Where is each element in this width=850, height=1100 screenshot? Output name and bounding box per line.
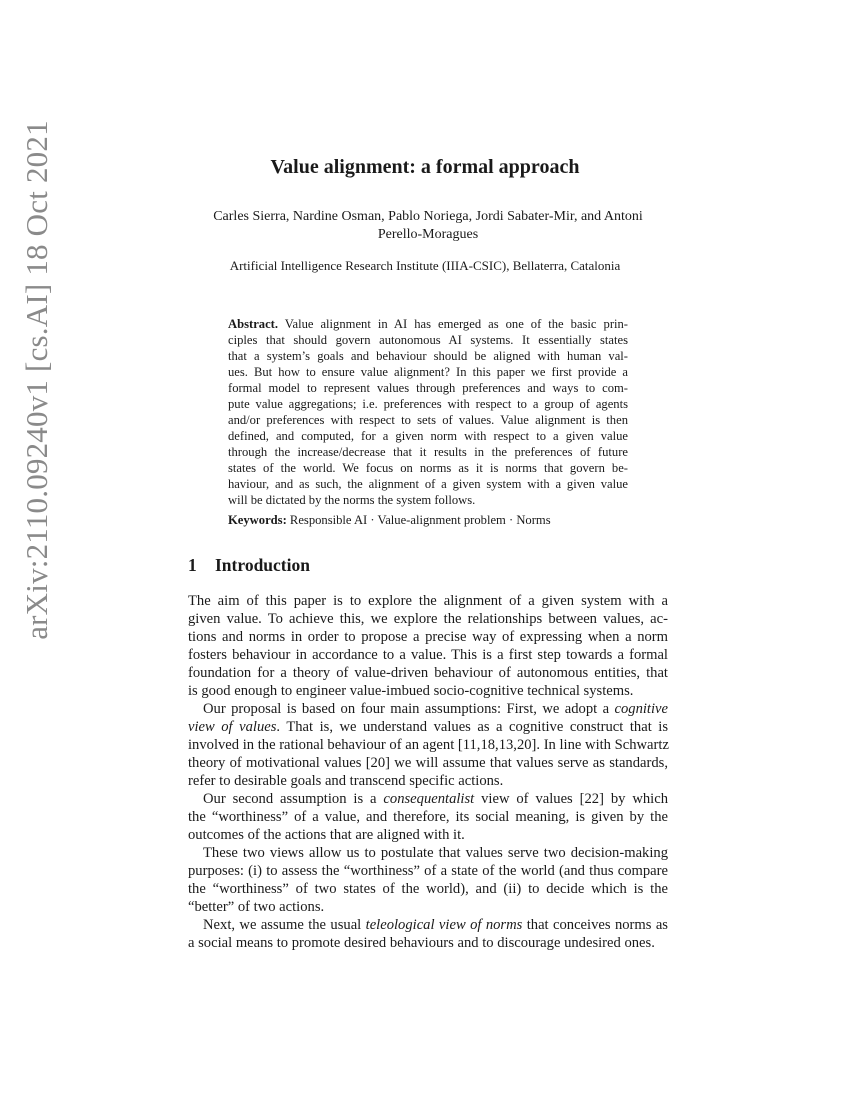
line-text: tions and norms in order to propose a precise way of expressing when a norm — [188, 629, 668, 645]
author-line: Perello-Moragues — [377, 227, 479, 242]
text-line — [188, 916, 668, 934]
text-line — [228, 396, 628, 412]
line-text: involved in the rational behaviour of an agent [11,18,13,20]. In line with Schwartz — [188, 737, 669, 753]
text-line — [188, 862, 668, 880]
text-line — [228, 364, 628, 380]
paragraph — [188, 592, 668, 700]
text-line — [188, 880, 668, 898]
keywords — [228, 513, 628, 528]
text-line — [228, 492, 628, 508]
text-line — [228, 428, 628, 444]
text-line — [188, 718, 668, 736]
paragraph — [188, 790, 668, 844]
text-line — [188, 628, 668, 646]
text-line — [188, 700, 668, 718]
line-text: through the increase/decrease that it results in the preferences of future — [228, 445, 628, 459]
text-line — [228, 348, 628, 364]
emphasis-text: cognitive — [614, 701, 668, 717]
text-line — [188, 646, 668, 664]
paragraph — [188, 844, 668, 916]
section-heading — [188, 555, 310, 576]
line-text: given value. To achieve this, we explore the relationships between values, ac- — [188, 611, 668, 627]
line-text: states of the world. We focus on norms as it is norms that govern be- — [228, 461, 628, 475]
section-number: 1 — [188, 555, 197, 575]
line-text: Our second assumption is a — [203, 791, 384, 807]
line-text: defined, and computed, for a given norm with respect to a given value — [228, 429, 628, 443]
line-text: outcomes of the actions that are aligned with it. — [188, 827, 465, 843]
text-line — [188, 844, 668, 862]
paragraph — [188, 700, 668, 790]
emphasis-text: teleological view of norms — [365, 917, 523, 933]
line-text: view of values [22] by which — [474, 791, 668, 807]
author-line: Carles Sierra, Nardine Osman, Pablo Noriega, Jordi Sabater-Mir, and Antoni — [213, 209, 643, 224]
text-line — [188, 772, 668, 790]
line-text: Value alignment in AI has emerged as one of the basic prin- — [284, 317, 628, 331]
abstract — [228, 316, 628, 508]
text-line — [188, 826, 668, 844]
line-text: Our proposal is based on four main assumptions: First, we adopt a — [203, 701, 615, 717]
paper-title: Value alignment: a formal approach — [270, 156, 580, 178]
keywords-label: Keywords: — [228, 513, 287, 527]
text-line — [228, 316, 628, 332]
line-text: haviour, and as such, the alignment of a given system with a given value — [228, 477, 628, 491]
line-text: and/or preferences with respect to sets of values. Value alignment is then — [228, 413, 628, 427]
line-text: pute value aggregations; i.e. preferences with respect to a group of agents — [228, 397, 628, 411]
line-text: theory of motivational values [20] we will assume that values serve as standards, — [188, 755, 668, 771]
text-line — [188, 682, 668, 700]
line-text: that conceives norms as — [522, 917, 668, 933]
line-text: formal model to represent values through preferences and ways to com- — [228, 381, 628, 395]
text-line — [188, 808, 668, 826]
line-text: ciples that should govern autonomous AI systems. It essentially states — [228, 333, 628, 347]
text-line — [188, 754, 668, 772]
emphasis-text: view of values — [188, 719, 277, 735]
keywords-text: Responsible AI · Value-alignment problem · Norms — [289, 513, 551, 527]
paragraph — [188, 916, 668, 952]
line-text: fosters behaviour in accordance to a value. This is a first step towards a formal — [188, 647, 668, 663]
line-text: ues. But how to ensure value alignment? In this paper we first provide a — [228, 365, 628, 379]
section-title: Introduction — [215, 555, 310, 575]
text-line — [188, 736, 668, 754]
author-list — [188, 208, 668, 244]
abstract-label: Abstract. — [228, 317, 279, 331]
line-text: that a system’s goals and behaviour should be aligned with human val- — [228, 349, 628, 363]
text-line — [188, 934, 668, 952]
line-text: foundation for a theory of value-driven behaviour of autonomous entities, that — [188, 665, 668, 681]
text-line — [188, 664, 668, 682]
line-text: is good enough to engineer value-imbued socio-cognitive technical systems. — [188, 683, 634, 699]
arxiv-identifier-stamp: arXiv:2110.09240v1 [cs.AI] 18 Oct 2021 — [19, 120, 54, 640]
line-text: purposes: (i) to assess the “worthiness” of a state of the world (and thus compare — [188, 863, 668, 879]
line-text: will be dictated by the norms the system follows. — [228, 493, 476, 507]
text-line — [188, 790, 668, 808]
line-text: . That is, we understand values as a cognitive construct that is — [276, 719, 668, 735]
text-line — [188, 898, 668, 916]
line-text: The aim of this paper is to explore the alignment of a given system with a — [188, 593, 668, 609]
emphasis-text: consequentalist — [383, 791, 475, 807]
body-text — [188, 592, 668, 952]
line-text: Next, we assume the usual — [203, 917, 366, 933]
line-text: the “worthiness” of a value, and therefore, its social meaning, is given by the — [188, 809, 668, 825]
line-text: These two views allow us to postulate that values serve two decision-making — [203, 845, 668, 861]
text-line — [228, 412, 628, 428]
text-line — [228, 380, 628, 396]
line-text: a social means to promote desired behaviours and to discourage undesired ones. — [188, 935, 655, 951]
text-line — [228, 460, 628, 476]
text-line — [188, 592, 668, 610]
line-text: the “worthiness” of two states of the world), and (ii) to decide which is the — [188, 881, 668, 897]
affiliation: Artificial Intelligence Research Institute (IIIA-CSIC), Bellaterra, Catalonia — [229, 258, 621, 273]
text-line — [228, 476, 628, 492]
text-line — [228, 444, 628, 460]
text-line — [188, 610, 668, 628]
text-line — [228, 332, 628, 348]
line-text: “better” of two actions. — [188, 899, 325, 915]
line-text: refer to desirable goals and transcend specific actions. — [188, 773, 504, 789]
